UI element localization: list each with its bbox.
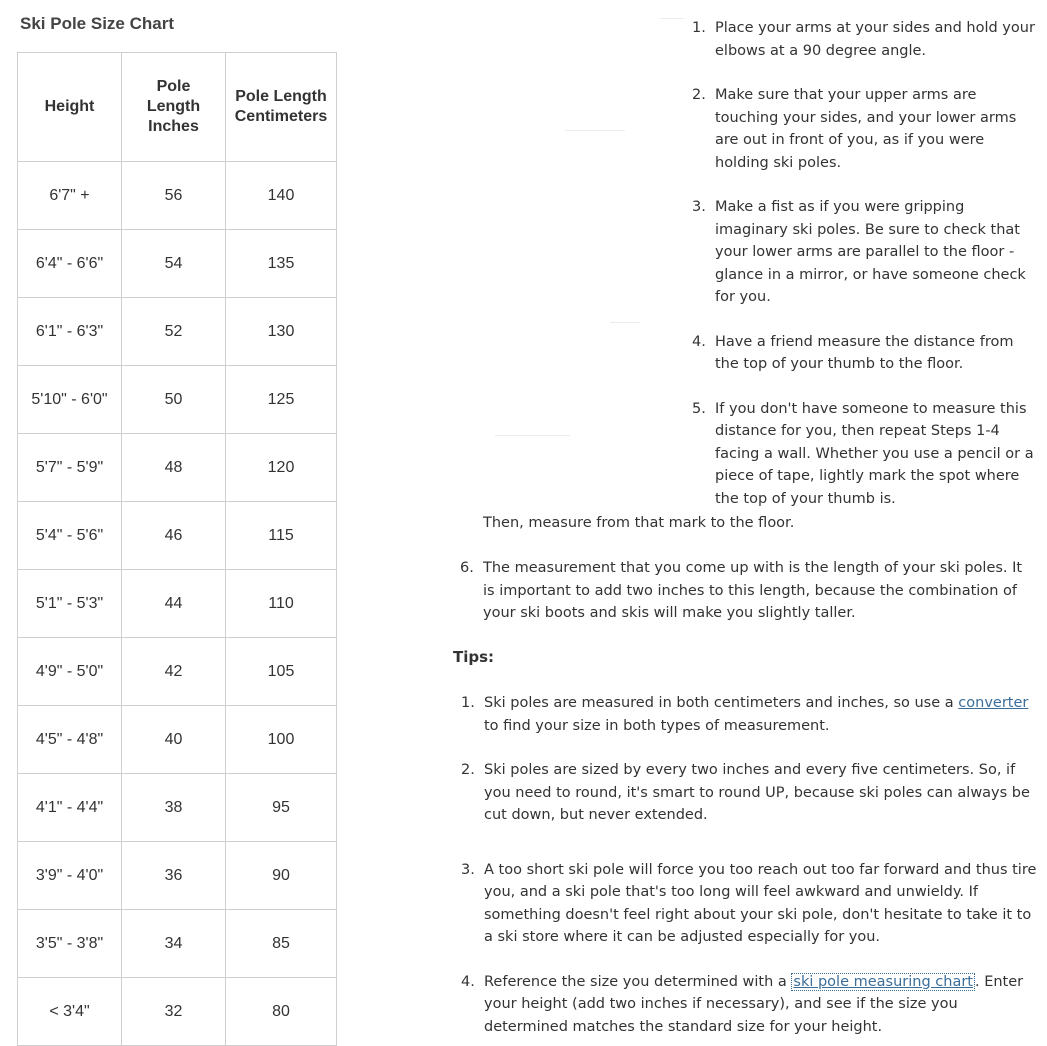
table-row: [18, 706, 337, 774]
pole-length-cm-cell: 80: [226, 978, 337, 1046]
faint-mark: [610, 322, 640, 323]
pole-length-cm-cell: 95: [226, 774, 337, 842]
pole-length-inches-cell: 46: [122, 502, 226, 570]
height-cell: 5'10" - 6'0": [18, 366, 122, 434]
table-row: [18, 366, 337, 434]
table-row: [18, 978, 337, 1046]
tip-item: 3. A too short ski pole will force you too reach out too far forward and thus tire you, and a ski pole that's too long will feel awkward and unwieldy. If something doesn't feel right about your ski pole, don't hesitate to take it to a ski store where it can be adjusted especially for you.: [461, 861, 1037, 945]
pole-length-inches-cell: 52: [122, 298, 226, 366]
step-item: 4. Have a friend measure the distance from the top of your thumb to the floor.: [692, 333, 1014, 372]
step-item: 1. Place your arms at your sides and hold your elbows at a 90 degree angle.: [692, 20, 1035, 59]
table-row: [18, 638, 337, 706]
table-header-row: [18, 53, 337, 162]
height-cell: 6'7" +: [18, 162, 122, 230]
height-cell: 4'5" - 4'8": [18, 706, 122, 774]
table-row: [18, 570, 337, 638]
step-item: 6. The measurement that you come up with is the length of your ski poles. It is important to add two inches to this length, because the combination of your ski boots and skis will make you slightly taller.: [460, 560, 1023, 621]
steps-list: [692, 17, 1040, 532]
pole-length-cm-cell: 110: [226, 570, 337, 638]
pole-length-cm-cell: 135: [226, 230, 337, 298]
table-row: [18, 910, 337, 978]
ski-pole-size-table: [17, 52, 337, 1046]
table-row: [18, 774, 337, 842]
pole-length-cm-cell: 90: [226, 842, 337, 910]
height-cell: 4'1" - 4'4": [18, 774, 122, 842]
table-row: [18, 298, 337, 366]
pole-length-inches-cell: 34: [122, 910, 226, 978]
height-cell: < 3'4": [18, 978, 122, 1046]
height-cell: 6'1" - 6'3": [18, 298, 122, 366]
faint-mark: [660, 18, 684, 19]
tip-item: 1. Ski poles are measured in both centimeters and inches, so use a converter to find your size in both types of measurement.: [461, 695, 1029, 734]
pole-length-inches-cell: 56: [122, 162, 226, 230]
step-5-continuation: Then, measure from that mark to the floor.: [483, 515, 795, 531]
pole-length-cm-cell: 120: [226, 434, 337, 502]
height-cell: 3'5" - 3'8": [18, 910, 122, 978]
chart-title: Ski Pole Size Chart: [20, 14, 174, 33]
pole-length-inches-cell: 38: [122, 774, 226, 842]
pole-length-cm-cell: 100: [226, 706, 337, 774]
height-cell: 4'9" - 5'0": [18, 638, 122, 706]
step-item: 3. Make a fist as if you were gripping imaginary ski poles. Be sure to check that your lower arms are parallel to the floor - glance in a mirror, or have someone check for you.: [692, 199, 1026, 305]
steps-list-continued: [460, 557, 1038, 625]
height-cell: 5'4" - 5'6": [18, 502, 122, 570]
height-cell: 6'4" - 6'6": [18, 230, 122, 298]
table-row: [18, 162, 337, 230]
pole-length-inches-cell: 50: [122, 366, 226, 434]
tips-list: [461, 692, 1039, 1038]
header-pole-length-centimeters: Pole Length Centimeters: [226, 53, 337, 162]
pole-length-inches-cell: 44: [122, 570, 226, 638]
pole-length-cm-cell: 85: [226, 910, 337, 978]
table-row: [18, 434, 337, 502]
tip-item: 4. Reference the size you determined with a ski pole measuring chart . Enter your height (add two inches if necessary), and see if the size you determined matches the standard size for your height.: [461, 973, 1024, 1035]
pole-length-inches-cell: 40: [122, 706, 226, 774]
table-row: [18, 230, 337, 298]
pole-length-inches-cell: 36: [122, 842, 226, 910]
pole-length-inches-cell: 42: [122, 638, 226, 706]
step-item: 2. Make sure that your upper arms are touching your sides, and your lower arms are out in front of you, as if you were holding ski poles.: [692, 87, 1017, 171]
pole-length-inches-cell: 48: [122, 434, 226, 502]
height-cell: 5'7" - 5'9": [18, 434, 122, 502]
step-item: 5. If you don't have someone to measure this distance for you, then repeat Steps 1-4 facing a wall. Whether you use a pencil or a piece of tape, lightly mark the spot where the top of your thumb is.: [692, 400, 1034, 507]
table-row: [18, 842, 337, 910]
faint-mark: [495, 435, 570, 436]
pole-length-cm-cell: 130: [226, 298, 337, 366]
pole-length-cm-cell: 140: [226, 162, 337, 230]
height-cell: 3'9" - 4'0": [18, 842, 122, 910]
pole-length-inches-cell: 32: [122, 978, 226, 1046]
pole-length-cm-cell: 125: [226, 366, 337, 434]
tip-item: 2. Ski poles are sized by every two inches and every five centimeters. So, if you need to round, it's smart to round UP, because ski poles can always be cut down, but never extended.: [461, 762, 1030, 823]
pole-length-cm-cell: 105: [226, 638, 337, 706]
header-pole-length-inches: Pole Length Inches: [122, 53, 226, 162]
ski-pole-measuring-chart-link[interactable]: ski pole measuring chart: [793, 973, 973, 990]
converter-link[interactable]: converter: [958, 695, 1029, 711]
pole-length-inches-cell: 54: [122, 230, 226, 298]
table-row: [18, 502, 337, 570]
header-height: Height: [18, 53, 122, 162]
pole-length-cm-cell: 115: [226, 502, 337, 570]
height-cell: 5'1" - 5'3": [18, 570, 122, 638]
tips-heading: Tips:: [453, 648, 495, 666]
faint-mark: [565, 130, 625, 131]
